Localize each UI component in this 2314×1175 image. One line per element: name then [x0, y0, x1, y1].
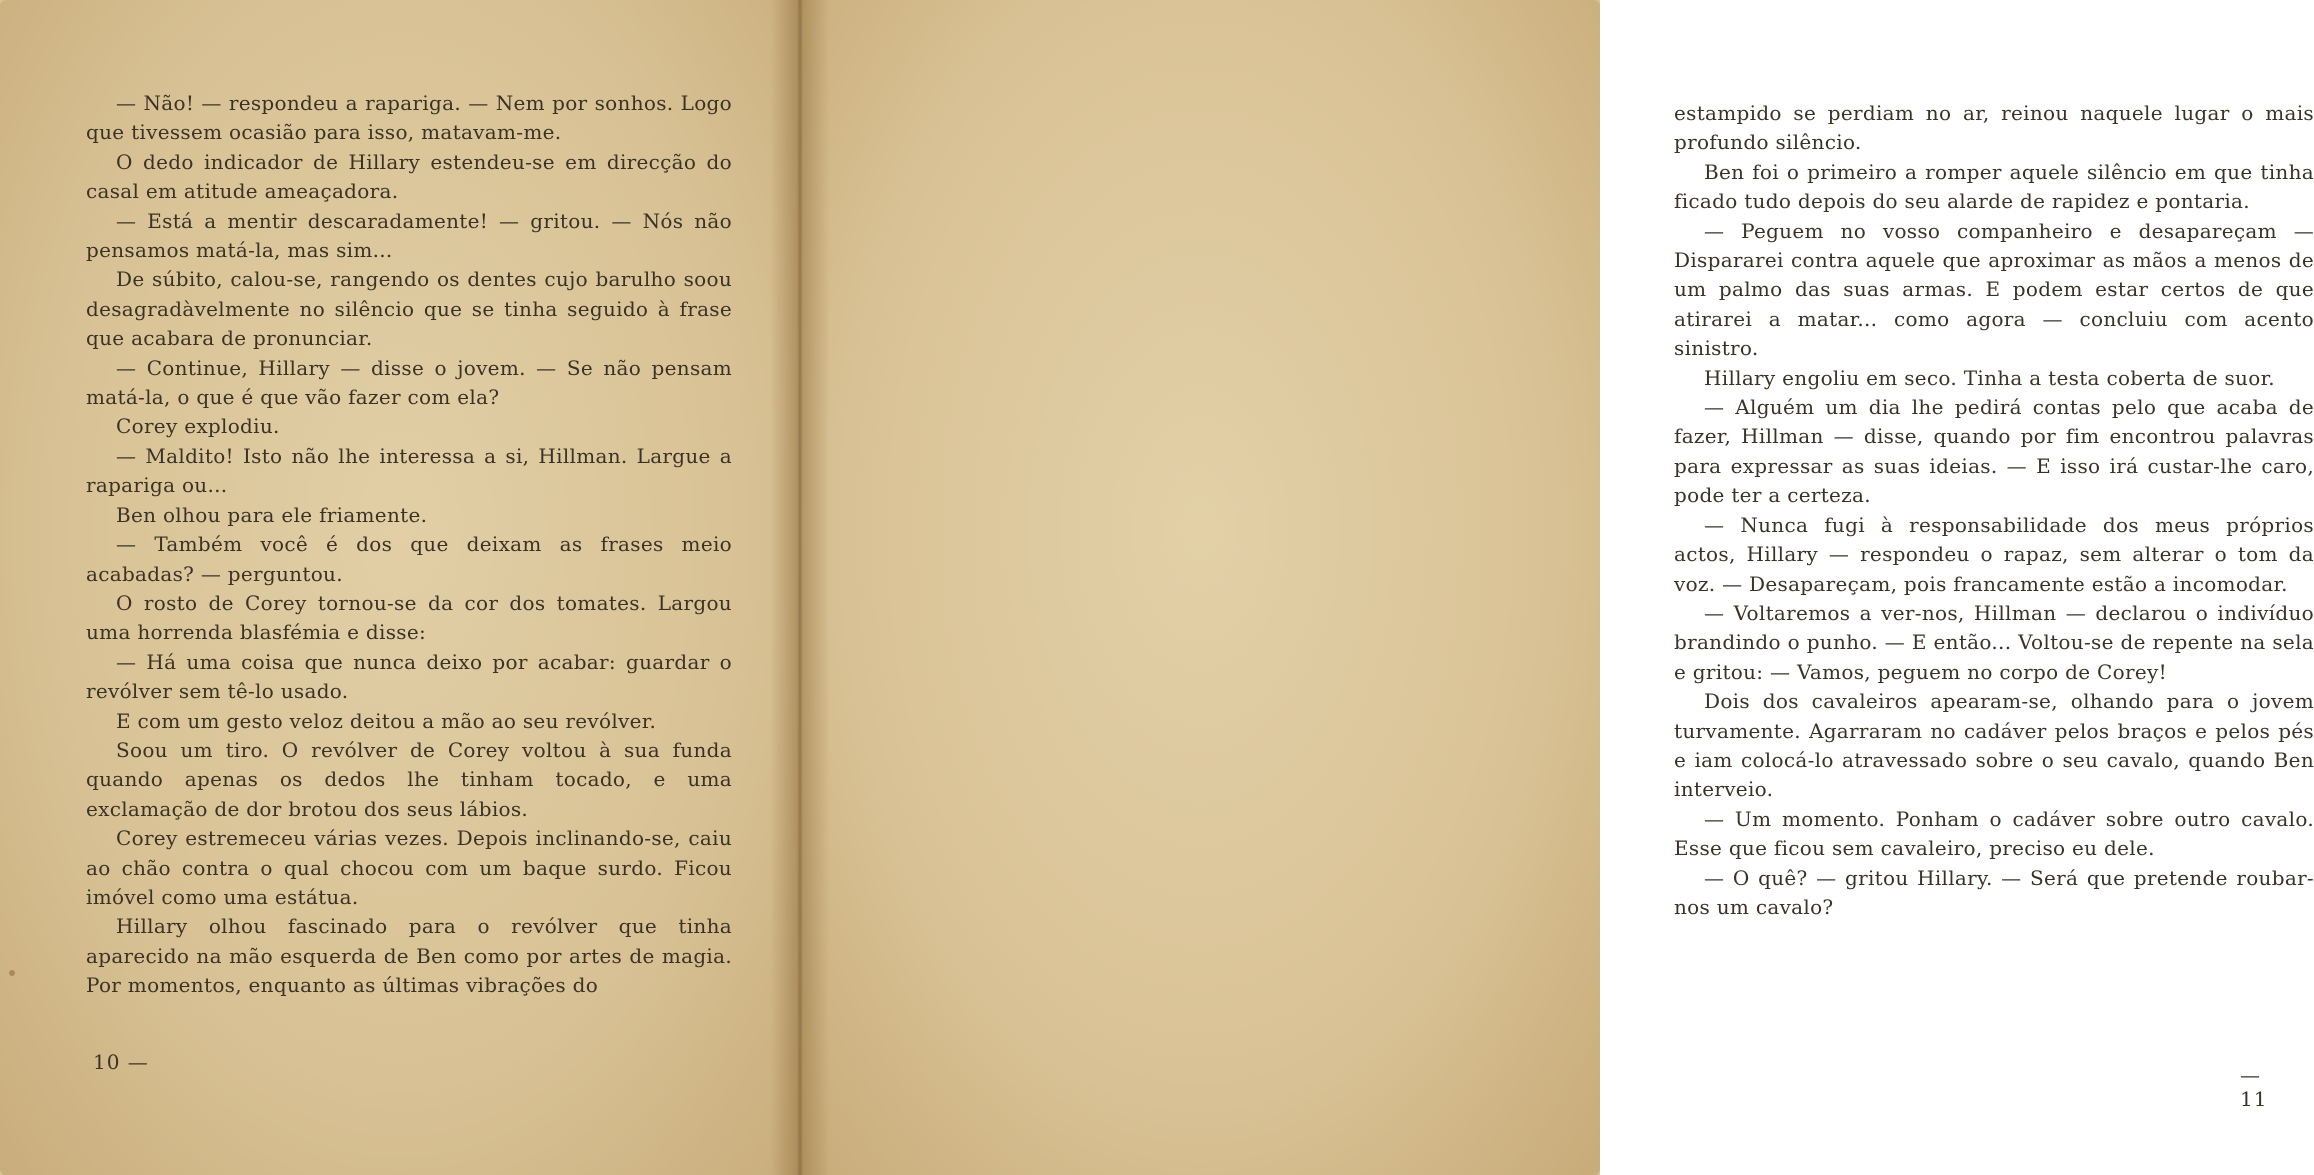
paragraph: — Um momento. Ponham o cadáver sobre outro cavalo. Esse que ficou sem cavaleiro, preciso eu dele.: [1674, 806, 2314, 861]
paragraph: — Também você é dos que deixam as frases meio acabadas? — perguntou.: [86, 532, 732, 586]
paragraph: O rosto de Corey tornou-se da cor dos tomates. Largou uma horrenda blasfémia e disse:: [86, 590, 732, 645]
right-page-number: — 11: [2240, 1063, 2268, 1111]
paragraph: De súbito, calou-se, rangendo os dentes cujo barulho soou desagradàvelmente no silêncio que se tinha seguido à frase que acabara de pronunciar.: [86, 267, 732, 351]
paragraph: — Alguém um dia lhe pedirá contas pelo que acaba de fazer, Hillman — disse, quando por fim encontrou palavras para expressar as suas ideias. — E isso irá custar-lhe caro, pode ter a certeza.: [1674, 395, 2314, 508]
paragraph: E com um gesto veloz deitou a mão ao seu revólver.: [116, 708, 657, 733]
paragraph: — Há uma coisa que nunca deixo por acabar: guardar o revólver sem tê-lo usado.: [86, 649, 732, 704]
paragraph: — Peguem no vosso companheiro e desapareçam — Dispararei contra aquele que aproximar as mãos a menos de um palmo das suas armas. E podem estar certos de que atirarei a matar... como agora — concluiu com acento sinistro.: [1674, 218, 2314, 361]
paragraph: Hillary engoliu em seco. Tinha a testa coberta de suor.: [1704, 365, 2275, 390]
paragraph: Dois dos cavaleiros apearam-se, olhando para o jovem turvamente. Agarraram no cadáver pelos braços e pelos pés e iam colocá-lo atravessado sobre o seu cavalo, quando Ben interveio.: [1674, 689, 2314, 802]
paragraph: O dedo indicador de Hillary estendeu-se em direcção do casal em atitude ameaçadora.: [86, 149, 732, 204]
right-page-text: [1674, 99, 2314, 922]
paragraph: estampido se perdiam no ar, reinou naquele lugar o mais profundo silêncio.: [1674, 101, 2314, 155]
paragraph: Corey explodiu.: [116, 414, 280, 439]
left-page-number: 10 —: [93, 1050, 149, 1074]
paragraph: Corey estremeceu várias vezes. Depois inclinando-se, caiu ao chão contra o qual chocou com um baque surdo. Ficou imóvel como uma estátua.: [86, 826, 732, 909]
paragraph: — Voltaremos a ver-nos, Hillman — declarou o indivíduo brandindo o punho. — E então... Voltou-se de repente na sela e gritou: — Vamos, peguem no corpo de Corey!: [1674, 600, 2314, 684]
paragraph: Hillary olhou fascinado para o revólver que tinha aparecido na mão esquerda de Ben como por artes de magia. Por momentos, enquanto as últimas vibrações do: [86, 914, 732, 998]
paragraph: — Não! — respondeu a rapariga. — Nem por sonhos. Logo que tivessem ocasião para isso, matavam-me.: [86, 91, 732, 145]
paragraph: — O quê? — gritou Hillary. — Será que pretende roubar-nos um cavalo?: [1674, 865, 2314, 919]
paragraph: — Continue, Hillary — disse o jovem. — Se não pensam matá-la, o que é que vão fazer com ela?: [86, 355, 732, 410]
paragraph: Ben foi o primeiro a romper aquele silêncio em que tinha ficado tudo depois do seu alarde de rapidez e pontaria.: [1674, 159, 2314, 214]
paragraph: Soou um tiro. O revólver de Corey voltou à sua funda quando apenas os dedos lhe tinham tocado, e uma exclamação de dor brotou dos seus lábios.: [86, 737, 732, 821]
paragraph: — Nunca fugi à responsabilidade dos meus próprios actos, Hillary — respondeu o rapaz, sem alterar o tom da voz. — Desapareçam, pois francamente estão a incomodar.: [1674, 512, 2314, 596]
left-page-text: [86, 89, 732, 1001]
left-page: [0, 0, 800, 1175]
paragraph: Ben olhou para ele friamente.: [116, 502, 428, 527]
paragraph: — Maldito! Isto não lhe interessa a si, Hillman. Largue a rapariga ou...: [86, 443, 732, 498]
paragraph: — Está a mentir descaradamente! — gritou. — Nós não pensamos matá-la, mas sim...: [86, 208, 732, 263]
book-gutter: [770, 0, 830, 1175]
right-page: [800, 0, 2314, 1175]
paper-stain: [9, 970, 15, 976]
